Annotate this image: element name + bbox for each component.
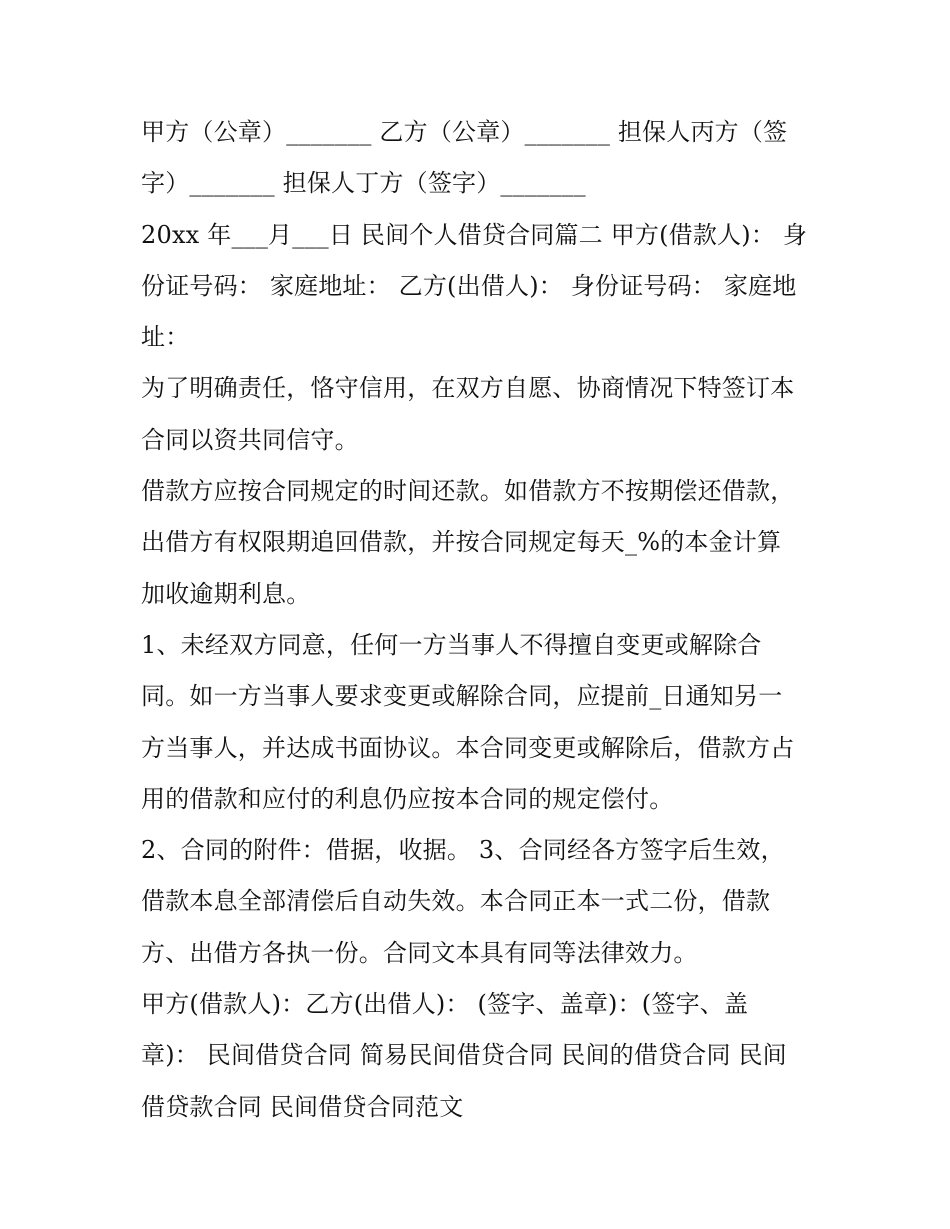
text-line: 甲方（公章）_______ 乙方（公章）_______ 担保人丙方（签 [141, 118, 788, 146]
text-line: 加收逾期利息。 [141, 579, 311, 608]
text-line: 份证号码： 家庭地址： 乙方(出借人)： 身份证号码： 家庭地 [141, 271, 797, 300]
document-body [141, 107, 811, 1133]
text-line: 址： [141, 323, 190, 352]
text-line: 为了明确责任，恪守信用，在双方自愿、协商情况下特签订本 [141, 374, 795, 403]
text-line: 出借方有权限期追回借款，并按合同规定每天_%的本金计算 [141, 528, 782, 557]
text-line: 合同以资共同信守。 [141, 425, 359, 454]
text-line: 2、合同的附件：借据，收据。 3、合同经各方签字后生效， [141, 836, 785, 865]
text-line: 同。如一方当事人要求变更或解除合同，应提前_日通知另一 [141, 682, 783, 711]
text-line: 借贷款合同 民间借贷合同范文 [141, 1092, 464, 1121]
text-line: 1、未经双方同意，任何一方当事人不得擅自变更或解除合 [141, 630, 762, 659]
text-line: 字）_______ 担保人丁方（签字）_______ [141, 169, 586, 198]
text-line: 借款本息全部清偿后自动失效。本合同正本一式二份，借款 [141, 887, 771, 916]
text-line: 方、出借方各执一份。合同文本具有同等法律效力。 [141, 938, 698, 967]
text-line: 借款方应按合同规定的时间还款。如借款方不按期偿还借款， [141, 477, 795, 506]
text-line: 甲方(借款人)：乙方(出借人)： (签字、盖章)：(签字、盖 [141, 990, 749, 1019]
text-line: 20xx 年___月___日 民间个人借贷合同篇二 甲方(借款人)： 身 [141, 220, 808, 249]
text-line: 章)： 民间借贷合同 简易民间借贷合同 民间的借贷合同 民间 [141, 1041, 787, 1070]
text-line: 用的借款和应付的利息仍应按本合同的规定偿付。 [141, 784, 674, 813]
text-line: 方当事人，并达成书面协议。本合同变更或解除后，借款方占 [141, 733, 795, 762]
